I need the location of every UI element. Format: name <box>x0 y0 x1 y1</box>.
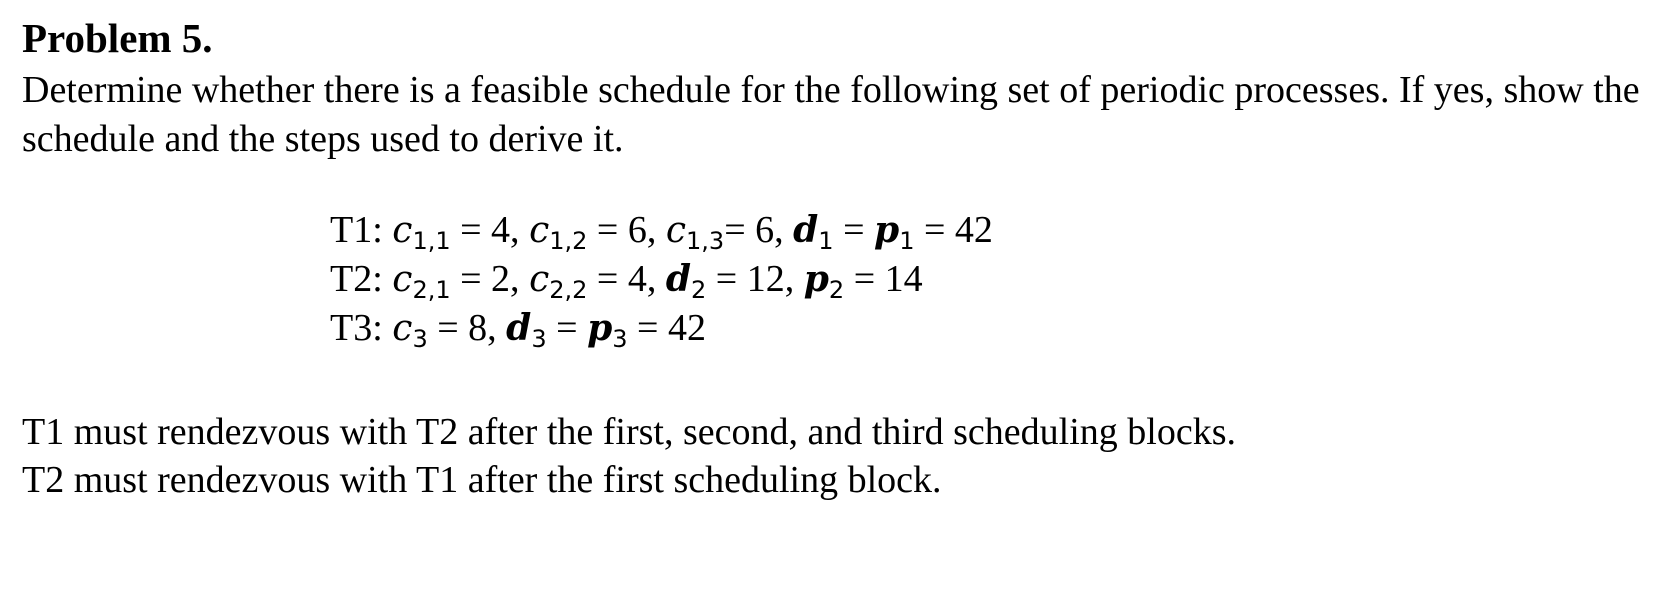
c13-var: c <box>665 210 687 251</box>
p3-sub: 3 <box>612 325 628 353</box>
c22-val: = 4, <box>587 258 666 300</box>
d3-var: d <box>506 307 532 349</box>
c11-var: c <box>392 210 413 251</box>
process-equations <box>330 206 993 353</box>
d1-var: d <box>793 209 819 251</box>
c21-val: = 2, <box>450 258 530 300</box>
rendezvous-notes <box>22 408 1236 504</box>
c13-val: = 6, <box>724 209 794 251</box>
p1-sub: 1 <box>899 227 915 255</box>
p2-sub: 2 <box>828 276 845 304</box>
c3-sub: 3 <box>412 325 428 353</box>
c13-sub: 1,3 <box>686 227 725 255</box>
c22-var: c <box>529 259 550 300</box>
c12-sub: 1,2 <box>549 227 588 255</box>
p2-var: p <box>803 258 829 300</box>
t2-end: = 14 <box>844 258 923 300</box>
t3-mid: = <box>546 307 588 349</box>
t1-mid: = <box>833 209 875 251</box>
c12-val: = 6, <box>587 209 666 251</box>
problem-title: Problem 5. <box>22 15 213 61</box>
p1-var: p <box>874 209 900 251</box>
c3-val: = 8, <box>427 307 507 349</box>
c12-var: c <box>529 210 550 251</box>
c11-val: = 4, <box>450 209 530 251</box>
equation-t3 <box>330 304 993 353</box>
d3-sub: 3 <box>531 325 547 353</box>
d1-sub: 1 <box>818 227 834 255</box>
c11-sub: 1,1 <box>412 227 451 255</box>
c21-var: c <box>392 259 413 300</box>
t3-end: = 42 <box>627 307 706 349</box>
d2-sub: 2 <box>691 276 707 304</box>
c21-sub: 2,1 <box>412 276 451 304</box>
d2-val: = 12, <box>706 258 804 300</box>
c22-sub: 2,2 <box>549 276 588 304</box>
problem-intro: Determine whether there is a feasible schedule for the following set of periodic processes. If yes, show the schedule and the steps used to derive it. <box>22 69 1640 160</box>
t3-label: T3: <box>330 307 383 349</box>
t2-label: T2: <box>330 258 383 300</box>
note-t2-rendezvous: T2 must rendezvous with T1 after the first scheduling block. <box>22 459 942 501</box>
c3-var: c <box>392 308 413 349</box>
p3-var: p <box>587 307 613 349</box>
t1-end: = 42 <box>914 209 993 251</box>
note-t1-rendezvous: T1 must rendezvous with T2 after the first, second, and third scheduling blocks. <box>22 411 1236 453</box>
t1-label: T1: <box>330 209 383 251</box>
equation-t1 <box>330 206 993 255</box>
equation-t2 <box>330 255 993 304</box>
d2-var: d <box>665 258 692 300</box>
